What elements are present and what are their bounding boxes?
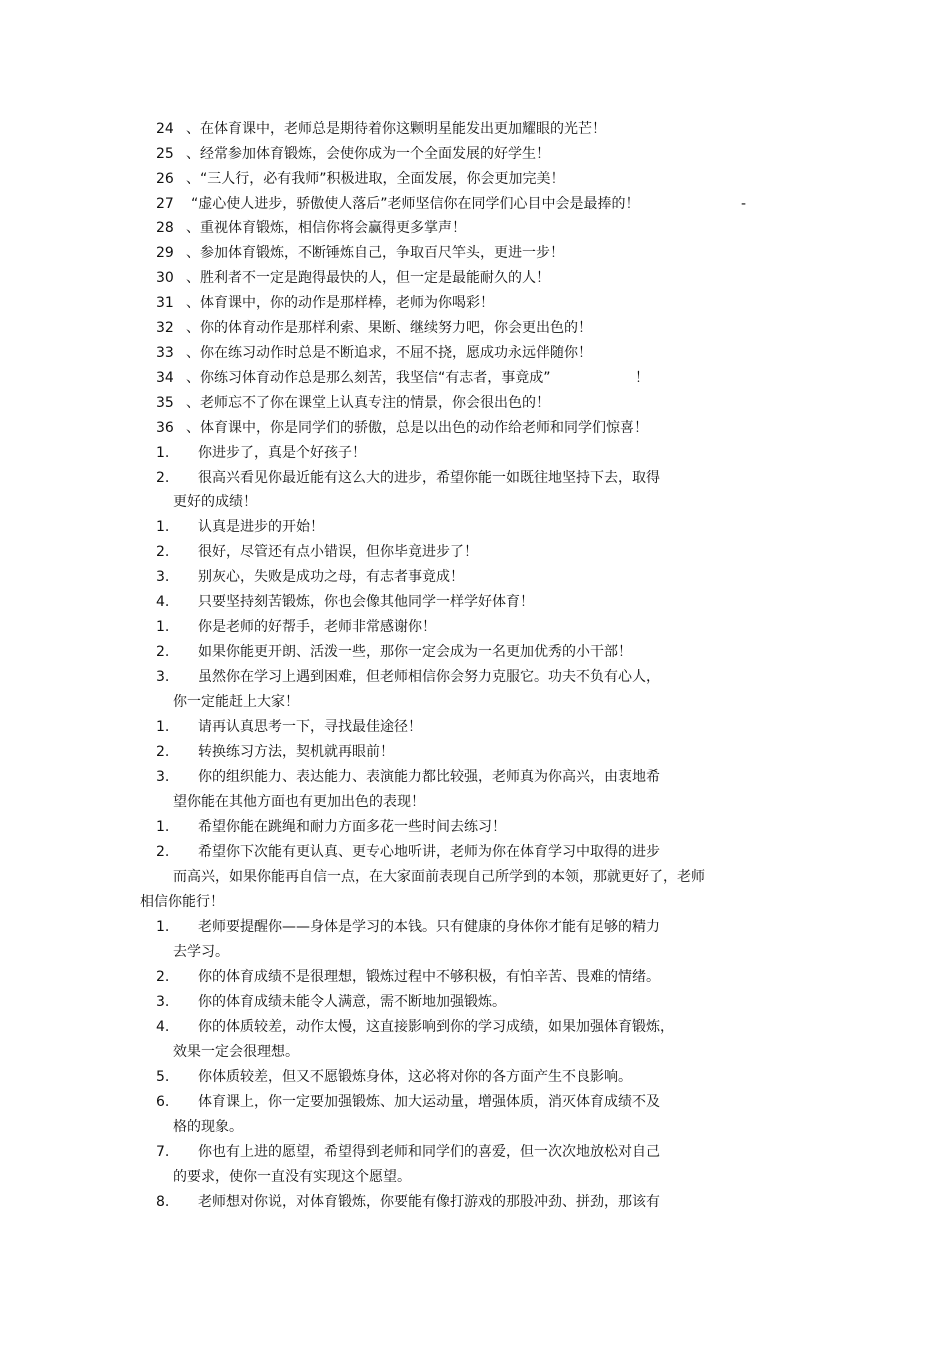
list-text-continued: 你一定能赶上大家！: [173, 694, 299, 710]
list-number: 1.: [156, 519, 170, 535]
list-text: 虽然你在学习上遇到困难，但老师相信你会努力克服它。功夫不负有心人，: [198, 669, 660, 685]
list-text: 你进步了，真是个好孩子！: [198, 445, 366, 461]
list-number: 1.: [156, 445, 170, 461]
list-text: 很好，尽管还有点小错误，但你毕竟进步了！: [198, 544, 478, 560]
item-text: 、你在练习动作时总是不断追求，不屈不挠，愿成功永远伴随你！: [186, 345, 592, 361]
item-number: 32: [156, 320, 174, 336]
item-number: 36: [156, 420, 174, 436]
list-text: 你体质较差，但又不愿锻炼身体，这必将对你的各方面产生不良影响。: [198, 1069, 632, 1085]
list-text: 老师想对你说，对体育锻炼，你要能有像打游戏的那股冲劲、拼劲，那该有: [198, 1194, 660, 1210]
list-text-continued: 效果一定会很理想。: [173, 1044, 299, 1060]
item-number: 29: [156, 245, 174, 261]
list-text-continued: 更好的成绩！: [173, 494, 257, 510]
list-text: 你也有上进的愿望，希望得到老师和同学们的喜爱，但一次次地放松对自己: [198, 1144, 660, 1160]
list-text: 如果你能更开朗、活泼一些，那你一定会成为一名更加优秀的小干部！: [198, 644, 632, 660]
list-text-continued: 格的现象。: [173, 1119, 243, 1135]
list-text: 你的组织能力、表达能力、表演能力都比较强，老师真为你高兴，由衷地希: [198, 769, 660, 785]
item-number: 28: [156, 220, 174, 236]
item-text: 、“三人行，必有我师”积极进取，全面发展，你会更加完美！: [186, 171, 565, 187]
list-text: 转换练习方法，契机就再眼前！: [198, 744, 394, 760]
list-number: 1.: [156, 819, 170, 835]
list-text: 请再认真思考一下，寻找最佳途径！: [198, 719, 422, 735]
list-number: 2.: [156, 969, 170, 985]
list-text: 体育课上，你一定要加强锻炼、加大运动量，增强体质，消灭体育成绩不及: [198, 1094, 660, 1110]
list-number: 2.: [156, 744, 170, 760]
item-text: 、体育课中，你是同学们的骄傲，总是以出色的动作给老师和同学们惊喜！: [186, 420, 648, 436]
item-number: 31: [156, 295, 174, 311]
list-number: 7.: [156, 1144, 170, 1160]
list-text-continued: 而高兴，如果你能再自信一点，在大家面前表现自己所学到的本领，那就更好了，老师: [173, 869, 705, 885]
item-number: 33: [156, 345, 174, 361]
stray-mark: -: [741, 196, 747, 212]
list-number: 5.: [156, 1069, 170, 1085]
list-number: 4.: [156, 1019, 170, 1035]
item-text: 、重视体育锻炼，相信你将会赢得更多掌声！: [186, 220, 466, 236]
list-text: 你是老师的好帮手，老师非常感谢你！: [198, 619, 436, 635]
list-number: 4.: [156, 594, 170, 610]
item-text: 、经常参加体育锻炼，会使你成为一个全面发展的好学生！: [186, 146, 550, 162]
list-number: 3.: [156, 994, 170, 1010]
list-number: 2.: [156, 470, 170, 486]
list-number: 2.: [156, 844, 170, 860]
item-text: 、参加体育锻炼，不断锤炼自己，争取百尺竿头，更进一步！: [186, 245, 564, 261]
list-text-continued: 的要求，使你一直没有实现这个愿望。: [173, 1169, 411, 1185]
list-number: 1.: [156, 619, 170, 635]
list-text-continued: 去学习。: [173, 944, 229, 960]
list-number: 1.: [156, 719, 170, 735]
list-text: 老师要提醒你——身体是学习的本钱。只有健康的身体你才能有足够的精力: [198, 919, 660, 935]
list-text: 你的体育成绩未能令人满意，需不断地加强锻炼。: [198, 994, 506, 1010]
list-number: 2.: [156, 644, 170, 660]
item-text: 、体育课中，你的动作是那样棒，老师为你喝彩！: [186, 295, 494, 311]
item-number: 24: [156, 121, 174, 137]
item-number: 30: [156, 270, 174, 286]
list-number: 1.: [156, 919, 170, 935]
item-number: 27: [156, 196, 174, 212]
item-text: 、你的体育动作是那样利索、果断、继续努力吧，你会更出色的！: [186, 320, 592, 336]
item-number: 25: [156, 146, 174, 162]
list-text-continued: 望你能在其他方面也有更加出色的表现！: [173, 794, 425, 810]
list-number: 6.: [156, 1094, 170, 1110]
item-text-end: ！: [635, 370, 649, 386]
list-number: 8.: [156, 1194, 170, 1210]
item-number: 35: [156, 395, 174, 411]
list-number: 2.: [156, 544, 170, 560]
item-text: 、你练习体育动作总是那么刻苦，我坚信“有志者，事竟成”: [186, 370, 551, 386]
list-text: 希望你能在跳绳和耐力方面多花一些时间去练习！: [198, 819, 506, 835]
list-text: 你的体育成绩不是很理想，锻炼过程中不够积极，有怕辛苦、畏难的情绪。: [198, 969, 660, 985]
list-number: 3.: [156, 769, 170, 785]
item-text: 、胜利者不一定是跑得最快的人，但一定是最能耐久的人！: [186, 270, 550, 286]
list-text: 希望你下次能有更认真、更专心地听讲，老师为你在体育学习中取得的进步: [198, 844, 660, 860]
item-text: “虚心使人进步，骄傲使人落后”老师坚信你在同学们心目中会是最捧的！: [191, 196, 640, 212]
list-number: 3.: [156, 569, 170, 585]
list-text: 认真是进步的开始！: [198, 519, 324, 535]
list-number: 3.: [156, 669, 170, 685]
list-text: 只要坚持刻苦锻炼，你也会像其他同学一样学好体育！: [198, 594, 534, 610]
item-text: 、在体育课中，老师总是期待着你这颗明星能发出更加耀眼的光芒！: [186, 121, 606, 137]
item-number: 34: [156, 370, 174, 386]
list-text: 你的体质较差，动作太慢，这直接影响到你的学习成绩，如果加强体育锻炼，: [198, 1019, 674, 1035]
list-text-continued: 相信你能行！: [140, 894, 224, 910]
item-text: 、老师忘不了你在课堂上认真专注的情景，你会很出色的！: [186, 395, 550, 411]
item-number: 26: [156, 171, 174, 187]
list-text: 别灰心，失败是成功之母，有志者事竟成！: [198, 569, 464, 585]
list-text: 很高兴看见你最近能有这么大的进步，希望你能一如既往地坚持下去，取得: [198, 470, 660, 486]
